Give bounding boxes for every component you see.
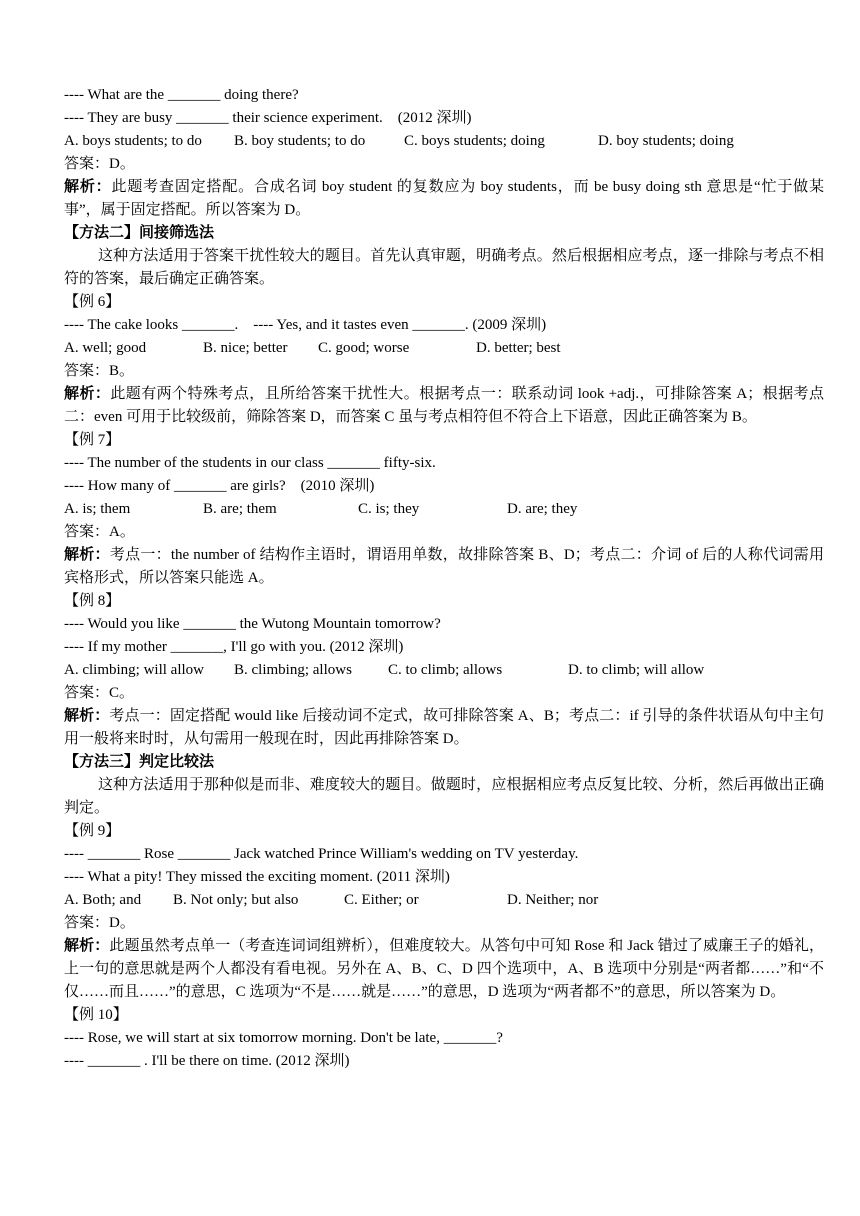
- q8-options: [64, 659, 824, 682]
- q9-option-a: A. Both; and: [64, 892, 142, 908]
- method2-desc: 这种方法适用于答案干扰性较大的题目。首先认真审题，明确考点。然后根据相应考点，逐一排除与考点不相符的答案，最后确定正确答案。: [64, 248, 824, 287]
- q10-label: 【例 10】: [64, 1007, 128, 1023]
- method3-desc: 这种方法适用于那种似是而非、难度较大的题目。做题时，应根据相应考点反复比较、分析，然后再做出正确判定。: [64, 777, 824, 816]
- q7-line1: ---- The number of the students in our class _______ fifty-six.: [64, 455, 436, 471]
- q10-line2: ---- _______ . I'll be there on time. (2012 深圳): [64, 1053, 350, 1069]
- q7-option-d: D. are; they: [507, 501, 578, 517]
- q9-answer: 答案：D。: [64, 915, 135, 931]
- q8-answer: 答案：C。: [64, 685, 135, 701]
- q6-analysis: [64, 383, 824, 429]
- q5-analysis-text: 此题考查固定搭配。合成名词 boy student 的复数应为 boy students，而 be busy doing sth 意思是“忙于做某事”，属于固定搭配。所以答案为 D。: [64, 179, 824, 218]
- q6-options: [64, 337, 824, 360]
- q5-line1: ---- What are the _______ doing there?: [64, 87, 299, 103]
- q9-analysis-text: 此题虽然考点单一（考查连词词组辨析），但难度较大。从答句中可知 Rose 和 Jack 错过了威廉王子的婚礼，上一句的意思就是两个人都没有看电视。另外在 A、B、C、D 四个选项中，A、B 选项中分别是“两者都……”和“不仅……而且……”的意思，C 选项为“不是……就是……”的意思，D 选项为“两者都不”的意思，所以答案为 D。: [64, 938, 824, 1000]
- q9-analysis: [64, 935, 824, 1004]
- q5-answer: 答案：D。: [64, 156, 135, 172]
- q8-option-b: B. climbing; allows: [234, 662, 352, 678]
- q5-option-b: B. boy students; to do: [234, 133, 366, 149]
- q7-analysis-text: 考点一：the number of 结构作主语时，谓语用单数，故排除答案 B、D；考点二：介词 of 后的人称代词需用宾格形式，所以答案只能选 A。: [64, 547, 824, 586]
- q10-line1: ---- Rose, we will start at six tomorrow morning. Don't be late, _______?: [64, 1030, 503, 1046]
- q6-label: 【例 6】: [64, 294, 121, 310]
- q9-line1: ---- _______ Rose _______ Jack watched Prince William's wedding on TV yesterday.: [64, 846, 579, 862]
- q5-option-c: C. boys students; doing: [404, 133, 545, 149]
- q9-option-d: D. Neither; nor: [507, 892, 599, 908]
- q7-analysis: [64, 544, 824, 590]
- q9-line2: ---- What a pity! They missed the exciting moment. (2011 深圳): [64, 869, 450, 885]
- document-content: [64, 84, 824, 1073]
- q8-line2: ---- If my mother _______, I'll go with you. (2012 深圳): [64, 639, 404, 655]
- method2-title: 【方法二】间接筛选法: [64, 225, 215, 241]
- q5-option-a: A. boys students; to do: [64, 133, 202, 149]
- q8-analysis-label: 解析：: [64, 708, 110, 724]
- q8-option-d: D. to climb; will allow: [568, 662, 705, 678]
- q5-option-d: D. boy students; doing: [598, 133, 734, 149]
- method3-title: 【方法三】判定比较法: [64, 754, 215, 770]
- q8-analysis: [64, 705, 824, 751]
- q6-line1: ---- The cake looks _______. ---- Yes, and it tastes even _______. (2009 深圳): [64, 317, 547, 333]
- q7-label: 【例 7】: [64, 432, 121, 448]
- q6-option-d: D. better; best: [476, 340, 561, 356]
- q6-analysis-text: 此题有两个特殊考点，且所给答案干扰性大。根据考点一：联系动词 look +adj.，可排除答案 A；根据考点二：even 可用于比较级前，筛除答案 D，而答案 C 虽与考点相符但不符合上下语意，因此正确答案为 B。: [64, 386, 824, 425]
- q6-option-b: B. nice; better: [203, 340, 288, 356]
- q7-answer: 答案：A。: [64, 524, 135, 540]
- q7-option-b: B. are; them: [203, 501, 277, 517]
- q6-answer: 答案：B。: [64, 363, 135, 379]
- q8-option-c: C. to climb; allows: [388, 662, 503, 678]
- q6-analysis-label: 解析：: [64, 386, 111, 402]
- q9-analysis-label: 解析：: [64, 938, 110, 954]
- q7-option-c: C. is; they: [358, 501, 420, 517]
- q5-analysis: [64, 176, 824, 222]
- q8-option-a: A. climbing; will allow: [64, 662, 204, 678]
- q9-label: 【例 9】: [64, 823, 121, 839]
- q8-label: 【例 8】: [64, 593, 121, 609]
- q8-analysis-text: 考点一：固定搭配 would like 后接动词不定式，故可排除答案 A、B；考点二：if 引导的条件状语从句中主句用一般将来时时，从句需用一般现在时，因此再排除答案 D。: [64, 708, 824, 747]
- q9-option-c: C. Either; or: [344, 892, 419, 908]
- q5-line2: ---- They are busy _______ their science experiment. (2012 深圳): [64, 110, 472, 126]
- q8-line1: ---- Would you like _______ the Wutong Mountain tomorrow?: [64, 616, 441, 632]
- q6-option-c: C. good; worse: [318, 340, 410, 356]
- q5-analysis-label: 解析：: [64, 179, 112, 195]
- q6-option-a: A. well; good: [64, 340, 147, 356]
- q5-options: [64, 130, 824, 153]
- q7-option-a: A. is; them: [64, 501, 131, 517]
- q7-line2: ---- How many of _______ are girls? (2010 深圳): [64, 478, 375, 494]
- q9-option-b: B. Not only; but also: [173, 892, 299, 908]
- q7-options: [64, 498, 824, 521]
- q7-analysis-label: 解析：: [64, 547, 110, 563]
- q9-options: [64, 889, 824, 912]
